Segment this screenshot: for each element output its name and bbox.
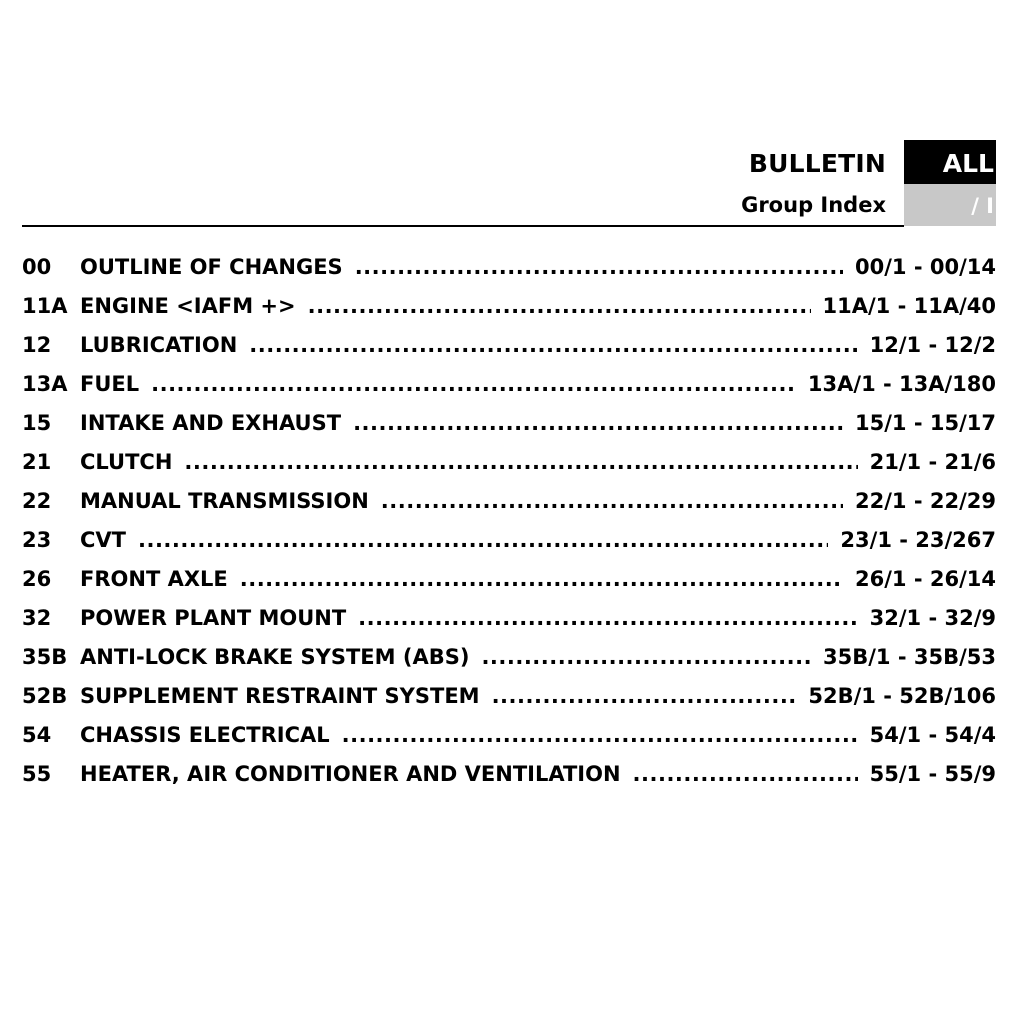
index-pages: 35B/1 - 35B/53 (823, 645, 996, 669)
index-code: 21 (22, 450, 52, 474)
index-code: 15 (22, 411, 52, 435)
index-row-26[interactable] (22, 560, 996, 599)
index-title: ANTI-LOCK BRAKE SYSTEM (ABS) (80, 645, 470, 669)
index-title: POWER PLANT MOUNT (80, 606, 347, 630)
index-row-55[interactable] (22, 755, 996, 794)
index-code: 52B (22, 684, 68, 708)
index-row-21[interactable] (22, 443, 996, 482)
dot-leader (138, 521, 828, 560)
index-row-23[interactable] (22, 521, 996, 560)
index-title: LUBRICATION (80, 333, 238, 357)
index-code: 55 (22, 762, 52, 786)
index-pages: 11A/1 - 11A/40 (822, 294, 996, 318)
index-row-52b[interactable] (22, 677, 996, 716)
index-pages: 52B/1 - 52B/106 (808, 684, 996, 708)
index-row-11a[interactable] (22, 287, 996, 326)
dot-leader (151, 365, 796, 404)
index-pages: 12/1 - 12/2 (869, 333, 996, 357)
index-row-54[interactable] (22, 716, 996, 755)
index-pages: 32/1 - 32/9 (869, 606, 996, 630)
index-code: 23 (22, 528, 52, 552)
index-title: CLUTCH (80, 450, 173, 474)
group-index-label: Group Index (741, 193, 886, 217)
index-code: 11A (22, 294, 68, 318)
index-title: FUEL (80, 372, 140, 396)
index-pages: 15/1 - 15/17 (855, 411, 996, 435)
dot-leader (240, 560, 843, 599)
bulletin-value-box: ALL (904, 140, 996, 184)
index-row-12[interactable] (22, 326, 996, 365)
dot-leader (308, 287, 811, 326)
dot-leader (633, 755, 858, 794)
index-row-00[interactable] (22, 248, 996, 287)
index-pages: 22/1 - 22/29 (855, 489, 996, 513)
page-number-box: / I (904, 184, 996, 226)
index-code: 13A (22, 372, 68, 396)
dot-leader (249, 326, 857, 365)
index-row-15[interactable] (22, 404, 996, 443)
index-code: 54 (22, 723, 52, 747)
index-title: HEATER, AIR CONDITIONER AND VENTILATION (80, 762, 621, 786)
dot-leader (481, 638, 811, 677)
dot-leader (355, 248, 843, 287)
index-code: 00 (22, 255, 52, 279)
index-pages: 55/1 - 55/9 (869, 762, 996, 786)
index-row-32[interactable] (22, 599, 996, 638)
index-pages: 13A/1 - 13A/180 (807, 372, 996, 396)
index-title: INTAKE AND EXHAUST (80, 411, 342, 435)
document-header (22, 140, 996, 227)
index-title: SUPPLEMENT RESTRAINT SYSTEM (80, 684, 480, 708)
index-title: ENGINE <IAFM +> (80, 294, 296, 318)
index-row-22[interactable] (22, 482, 996, 521)
bulletin-label: BULLETIN (748, 149, 886, 178)
index-code: 26 (22, 567, 52, 591)
group-index-list (22, 248, 996, 794)
dot-leader (353, 404, 843, 443)
dot-leader (492, 677, 797, 716)
header-divider (22, 225, 904, 227)
index-code: 35B (22, 645, 68, 669)
index-title: FRONT AXLE (80, 567, 228, 591)
index-code: 32 (22, 606, 52, 630)
index-row-35b[interactable] (22, 638, 996, 677)
index-title: OUTLINE OF CHANGES (80, 255, 343, 279)
index-pages: 21/1 - 21/6 (869, 450, 996, 474)
index-title: MANUAL TRANSMISSION (80, 489, 369, 513)
index-pages: 54/1 - 54/4 (869, 723, 996, 747)
index-pages: 00/1 - 00/14 (855, 255, 996, 279)
index-title: CVT (80, 528, 126, 552)
index-pages: 23/1 - 23/267 (840, 528, 996, 552)
dot-leader (342, 716, 858, 755)
index-pages: 26/1 - 26/14 (855, 567, 996, 591)
index-code: 12 (22, 333, 52, 357)
index-row-13a[interactable] (22, 365, 996, 404)
index-title: CHASSIS ELECTRICAL (80, 723, 330, 747)
dot-leader (184, 443, 857, 482)
dot-leader (358, 599, 857, 638)
index-code: 22 (22, 489, 52, 513)
dot-leader (381, 482, 843, 521)
